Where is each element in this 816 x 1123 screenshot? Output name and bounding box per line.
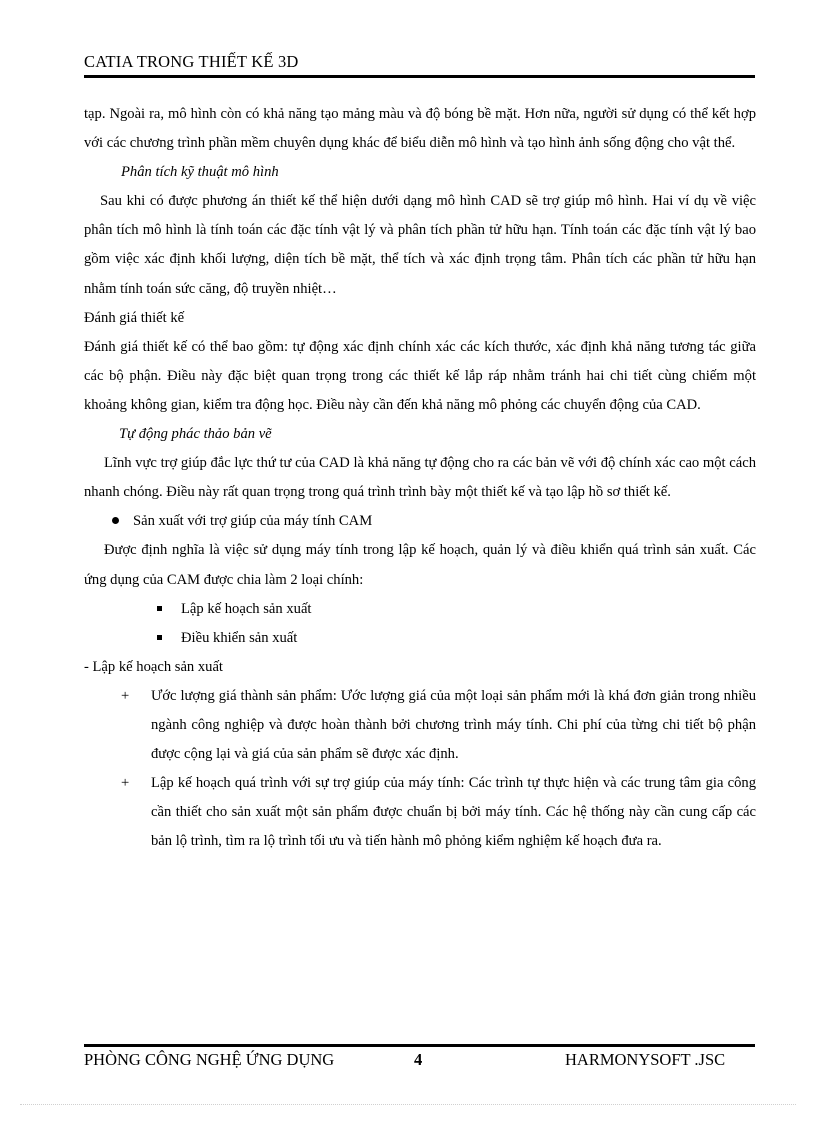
paragraph-model-analysis: Sau khi có được phương án thiết kế thể hiện dưới dạng mô hình CAD sẽ trợ giúp mô hình. Hai ví dụ về việc phân tích mô hình là tính toán các đặc tính vật lý và phân tích phần tử hữu hạn. Tính toán các đặc tính vật lý bao gồm việc xác định khối lượng, diện tích bề mặt, thể tích và xác định trọng tâm. Phân tích các phần tử hữu hạn nhằm tính toán sức căng, độ truyền nhiệt…: [84, 193, 756, 297]
plus-item-cost-estimation: [84, 682, 756, 769]
heading-auto-drafting: Tự động phác thảo bản vẽ: [119, 426, 272, 443]
page-bottom-edge: [20, 1104, 796, 1105]
paragraph-design-evaluation: Đánh giá thiết kế có thể bao gồm: tự động xác định chính xác các kích thước, xác định khả năng tương tác giữa các bộ phận. Điều này đặc biệt quan trọng trong các thiết kế lắp ráp nhằm tránh hai chi tiết cùng chiếm một khoảng không gian, kiểm tra động học. Điều này cần đến khả năng mô phỏng các chuyển động của CAD.: [84, 338, 756, 413]
paragraph-cam-definition: Được định nghĩa là việc sử dụng máy tính trong lập kế hoạch, quản lý và điều khiển quá trình sản xuất. Các ứng dụng của CAM được chia làm 2 loại chính:: [84, 542, 756, 588]
header-rule: [84, 75, 755, 78]
page-header-title: CATIA TRONG THIẾT KẾ 3D: [84, 52, 299, 71]
paragraph-auto-drafting: Lĩnh vực trợ giúp đắc lực thứ tư của CAD là khả năng tự động cho ra các bản vẽ với độ chính xác cao một cách nhanh chóng. Điều này rất quan trọng trong quá trình trình bày một thiết kế và tạo lập hồ sơ thiết kế.: [84, 455, 756, 501]
footer-rule: [84, 1044, 755, 1047]
page-number: 4: [414, 1050, 423, 1069]
sub-item-control-text: Điều khiển sản xuất: [181, 629, 298, 646]
footer-company: HARMONYSOFT .JSC: [565, 1050, 726, 1069]
bullet-cam-text: Sản xuất với trợ giúp của máy tính CAM: [133, 513, 373, 530]
heading-model-analysis: Phân tích kỹ thuật mô hình: [121, 164, 279, 181]
footer-department: PHÒNG CÔNG NGHỆ ỨNG DỤNG: [84, 1050, 335, 1069]
paragraph-intro: tạp. Ngoài ra, mô hình còn có khả năng tạo mảng màu và độ bóng bề mặt. Hơn nữa, người sử dụng có thể kết hợp với các chương trình phần mềm chuyên dụng khác để biểu diễn mô hình và tạo hình ảnh sống động cho vật thể.: [84, 106, 756, 152]
page-body: [84, 100, 756, 856]
square-bullet-icon: [157, 635, 162, 640]
plus-item-cost-estimation-text: Ước lượng giá thành sản phẩm: Ước lượng giá của một loại sản phẩm mới là khá đơn giản trong nhiều ngành công nghiệp và được hoàn thành bởi chương trình máy tính. Chi phí của từng chi tiết bộ phận được cộng lại và giá của sản phẩm sẽ được xác định.: [151, 687, 756, 763]
sub-item-planning: [84, 595, 756, 624]
plus-icon: +: [121, 687, 130, 704]
sub-item-control: [84, 624, 756, 653]
heading-production-planning: - Lập kế hoạch sản xuất: [84, 658, 223, 675]
sub-item-planning-text: Lập kế hoạch sản xuất: [181, 600, 312, 617]
heading-design-evaluation: Đánh giá thiết kế: [84, 309, 185, 326]
plus-icon: +: [121, 775, 130, 792]
bullet-cam: [84, 507, 756, 536]
plus-item-process-planning: [84, 769, 756, 856]
plus-item-process-planning-text: Lập kế hoạch quá trình với sự trợ giúp của máy tính: Các trình tự thực hiện và các trung tâm gia công cần thiết cho sản xuất một sản phẩm được chuẩn bị bởi máy tính. Các hệ thống này cần cung cấp các bản lộ trình, tìm ra lộ trình tối ưu và tiến hành mô phỏng kiểm nghiệm kế hoạch đưa ra.: [151, 775, 756, 850]
square-bullet-icon: [157, 606, 162, 611]
bullet-dot-icon: [112, 517, 119, 524]
